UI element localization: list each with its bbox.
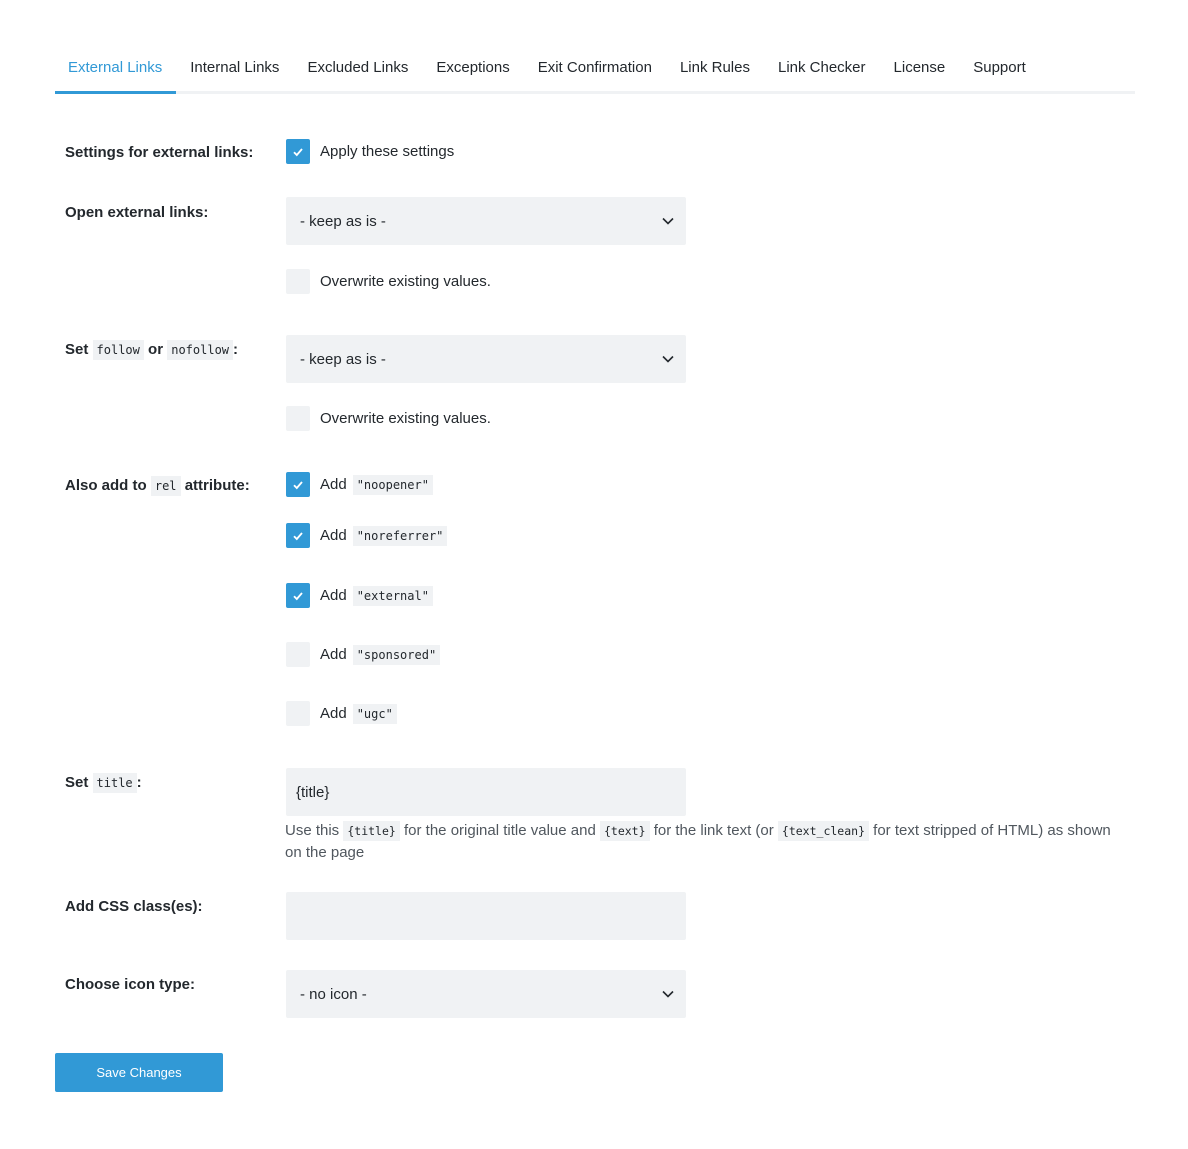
nofollow-code: nofollow <box>167 340 233 360</box>
check-icon <box>292 146 304 158</box>
apply-settings-checkbox[interactable] <box>286 139 310 164</box>
noreferrer-code: "noreferrer" <box>353 526 448 546</box>
noreferrer-checkbox[interactable] <box>286 523 310 548</box>
icon-type-selected: - no icon - <box>300 985 367 1003</box>
noopener-checkbox[interactable] <box>286 472 310 497</box>
help-part: for the original title value and <box>404 822 596 839</box>
open-links-select[interactable] <box>286 197 686 245</box>
noreferrer-label <box>320 527 447 544</box>
follow-overwrite-checkbox[interactable] <box>286 406 310 431</box>
icon-type-select[interactable] <box>286 970 686 1018</box>
chevron-down-icon <box>662 990 674 998</box>
title-code: title <box>93 773 137 793</box>
open-links-overwrite-checkbox[interactable] <box>286 269 310 294</box>
ugc-checkbox[interactable] <box>286 701 310 726</box>
tab-excluded-links[interactable]: Excluded Links <box>307 59 409 76</box>
save-changes-button[interactable]: Save Changes <box>55 1053 223 1092</box>
rel-code: rel <box>151 476 181 496</box>
rel-option-noopener <box>286 472 433 497</box>
open-links-overwrite-row <box>286 269 491 294</box>
check-icon <box>292 530 304 542</box>
rel-label-prefix: Also add to <box>65 477 147 494</box>
follow-label-or: or <box>148 341 164 358</box>
help-code-text: {text} <box>600 821 650 841</box>
rel-option-ugc <box>286 701 397 726</box>
help-part: for text stripped of HTML) as shown on the page <box>285 822 1111 861</box>
open-links-selected: - keep as is - <box>300 212 386 230</box>
apply-settings-label: Apply these settings <box>320 143 455 160</box>
check-icon <box>292 479 304 491</box>
external-code: "external" <box>353 586 433 606</box>
chevron-down-icon <box>662 217 674 225</box>
external-label <box>320 587 433 604</box>
tab-license[interactable]: License <box>893 59 946 76</box>
tab-external-links[interactable]: External Links <box>55 56 176 94</box>
chevron-down-icon <box>662 355 674 363</box>
ugc-label <box>320 705 397 722</box>
icon-type-label: Choose icon type: <box>65 976 196 993</box>
tab-exit-confirmation[interactable]: Exit Confirmation <box>537 59 652 76</box>
follow-label-prefix: Set <box>65 341 89 358</box>
css-class-label: Add CSS class(es): <box>65 898 203 915</box>
follow-select[interactable] <box>286 335 686 383</box>
title-label-prefix: Set <box>65 774 89 791</box>
add-word: Add <box>320 646 347 663</box>
add-word: Add <box>320 587 347 604</box>
ugc-code: "ugc" <box>353 704 397 724</box>
noopener-label <box>320 476 433 493</box>
noopener-code: "noopener" <box>353 475 433 495</box>
title-input[interactable] <box>286 768 686 816</box>
add-word: Add <box>320 705 347 722</box>
rel-option-external <box>286 583 433 608</box>
css-class-input[interactable] <box>286 892 686 940</box>
add-word: Add <box>320 527 347 544</box>
tab-link-rules[interactable]: Link Rules <box>679 59 750 76</box>
rel-option-sponsored <box>286 642 440 667</box>
rel-label <box>65 477 250 494</box>
follow-overwrite-label: Overwrite existing values. <box>320 410 491 427</box>
help-part: Use this <box>285 822 340 839</box>
title-help-text <box>285 820 1115 863</box>
title-label-suffix: : <box>136 774 142 791</box>
external-checkbox[interactable] <box>286 583 310 608</box>
sponsored-code: "sponsored" <box>353 645 440 665</box>
follow-overwrite-row <box>286 406 491 431</box>
help-code-text-clean: {text_clean} <box>778 821 869 841</box>
add-word: Add <box>320 476 347 493</box>
settings-label: Settings for external links: <box>65 144 254 161</box>
rel-option-noreferrer <box>286 523 447 548</box>
tab-exceptions[interactable]: Exceptions <box>436 59 510 76</box>
open-links-overwrite-label: Overwrite existing values. <box>320 273 491 290</box>
follow-selected: - keep as is - <box>300 350 386 368</box>
check-icon <box>292 590 304 602</box>
tab-support[interactable]: Support <box>973 59 1026 76</box>
title-label <box>65 774 142 791</box>
help-code-title: {title} <box>343 821 399 841</box>
sponsored-label <box>320 646 440 663</box>
follow-code: follow <box>93 340 144 360</box>
open-links-label: Open external links: <box>65 204 209 221</box>
tab-bar <box>55 56 1135 94</box>
help-part: for the link text (or <box>653 822 774 839</box>
tab-link-checker[interactable]: Link Checker <box>777 59 866 76</box>
follow-label <box>65 341 238 358</box>
follow-label-suffix: : <box>233 341 239 358</box>
sponsored-checkbox[interactable] <box>286 642 310 667</box>
rel-label-suffix: attribute: <box>184 477 250 494</box>
tab-internal-links[interactable]: Internal Links <box>190 59 280 76</box>
apply-settings-row <box>286 139 454 164</box>
